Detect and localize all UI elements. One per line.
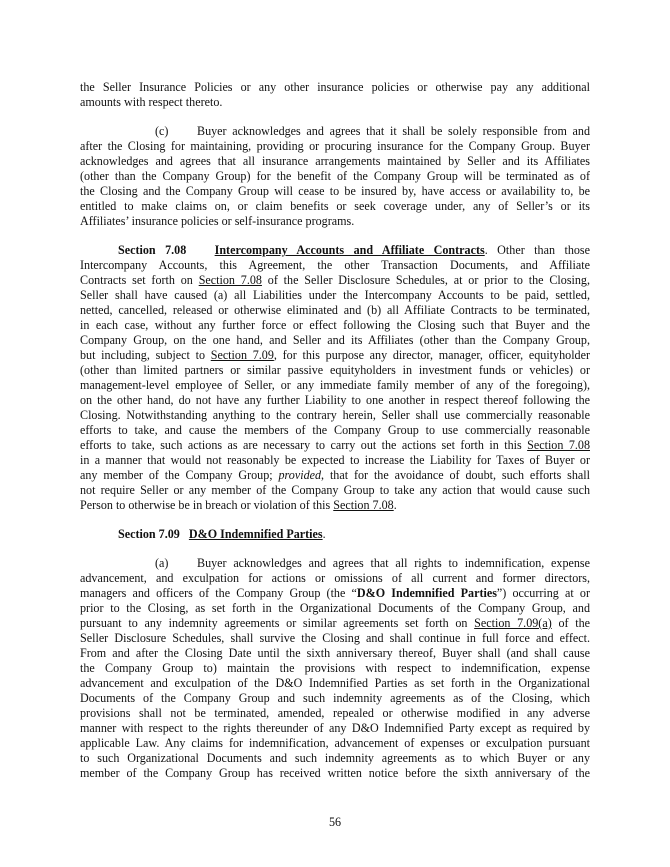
section-reference: Section 7.08	[198, 273, 262, 287]
section-label: Section 7.08	[118, 243, 187, 257]
text-line: but including, subject to Section 7.09, for this purpose any director, manager, officer, equityholder	[80, 348, 590, 362]
text-line: applicable Law. Any claims for indemnification, advancement of expenses or exculpation pursuant	[80, 736, 590, 750]
text-line: in each case, without any further force or effect following the Closing such that Buyer and the	[80, 318, 590, 332]
text-line: advancement and exculpation of the D&O Indemnified Parties as set forth in the Organizational	[80, 676, 590, 690]
text-line: acknowledges and agrees that all insurance arrangements maintained by Seller and its Affiliates	[80, 154, 590, 168]
text-line: the Closing and the Company Group will cease to be insured by, have access or availability to, be	[80, 184, 590, 198]
text-line: member of the Company Group has received written notice before the sixth anniversary of the	[80, 766, 590, 780]
section-reference: Section 7.09(a)	[474, 616, 552, 630]
text-line: (other than limited partners or similar passive equityholders in investment funds or vehicles) or	[80, 363, 590, 377]
text-line: efforts to take, such actions as are necessary to carry out the actions set forth in this Section 7.08	[80, 438, 590, 452]
text-line: pursuant to any indemnity agreements or similar agreements set forth on Section 7.09(a) of the	[80, 616, 590, 630]
text-line: Documents of the Company Group and such indemnity agreements as of the Closing, which	[80, 691, 590, 705]
section-7-08-heading-line: Section 7.08 Intercompany Accounts and Affiliate Contracts. Other than those	[118, 243, 590, 257]
text-line: Contracts set forth on Section 7.08 of the Seller Disclosure Schedules, at or prior to the Closing,	[80, 273, 590, 287]
proviso-term: provided	[278, 468, 322, 482]
text-line: advancement, and exculpation for actions or omissions of all current and former directors,	[80, 571, 590, 585]
text-line: Seller Disclosure Schedules, shall survive the Closing and shall continue in full force and effect.	[80, 631, 590, 645]
text-line: netted, cancelled, released or otherwise eliminated and (b) all Affiliate Contracts to be terminated,	[80, 303, 590, 317]
text-line: the Seller Insurance Policies or any other insurance policies or otherwise pay any additional	[80, 80, 590, 94]
text-line: Seller shall have caused (a) all Liabilities under the Intercompany Accounts to be paid, settled,	[80, 288, 590, 302]
text-line: the Company Group to) maintain the provisions with respect to indemnification, expense	[80, 661, 590, 675]
text-line: after the Closing for maintaining, providing or procuring insurance for the Company Group. Buyer	[80, 139, 590, 153]
text-line: provisions shall not be terminated, amended, repealed or otherwise modified in any adverse	[80, 706, 590, 720]
section-title: D&O Indemnified Parties	[188, 527, 323, 541]
text-line: prior to the Closing, as set forth in the Organizational Documents of the Company Group, and	[80, 601, 590, 615]
text-line: any member of the Company Group; provided, that for the avoidance of doubt, such efforts shall	[80, 468, 590, 482]
text-line: Affiliates’ insurance policies or self-insurance programs.	[80, 214, 355, 228]
text-line: efforts to take, and cause the members of the Company Group to use commercially reasonable	[80, 423, 590, 437]
text-line: Intercompany Accounts, this Agreement, the other Transaction Documents, and Affiliate	[80, 258, 590, 272]
section-reference: Section 7.09	[210, 348, 274, 362]
text-line: managers and officers of the Company Group (the “D&O Indemnified Parties”) occurring at or	[80, 586, 590, 600]
section-reference: Section 7.08	[333, 498, 394, 512]
text-line: (other than the Company Group) for the benefit of the Company Group will be terminated as of	[80, 169, 590, 183]
subsection-marker: (a)	[155, 556, 169, 570]
text-line: Person to otherwise be in breach or violation of this Section 7.08.	[80, 498, 397, 512]
section-reference: Section 7.08	[527, 438, 590, 452]
subsection-marker: (c)	[155, 124, 169, 138]
text-line: entitled to make claims on, or claim benefits or seek coverage under, any of Seller’s or its	[80, 199, 590, 213]
text-line: management-level employee of Seller, or any immediate family member of any of the foregoing),	[80, 378, 590, 392]
text-line: in a manner that would not reasonably be expected to increase the Liability for Taxes of Buyer or	[80, 453, 590, 467]
text-line: to such Organizational Documents and such indemnity agreements as to which Buyer or any	[80, 751, 590, 765]
text-line: on the other hand, do not have any further Liability to one another in respect thereof following the	[80, 393, 590, 407]
text-line: Closing. Notwithstanding anything to the contrary herein, Seller shall use commercially reasonable	[80, 408, 590, 422]
section-7-09-heading-line: Section 7.09 D&O Indemnified Parties.	[118, 527, 326, 541]
section-label: Section 7.09	[118, 527, 180, 541]
text-line: From and after the Closing Date until the sixth anniversary thereof, Buyer shall (and shall cause	[80, 646, 590, 660]
paragraph-c-first-line: (c) Buyer acknowledges and agrees that it shall be solely responsible from and	[155, 124, 590, 138]
text-line: amounts with respect thereto.	[80, 95, 223, 109]
paragraph-a-first-line: (a) Buyer acknowledges and agrees that all rights to indemnification, expense	[155, 556, 590, 570]
section-title: Intercompany Accounts and Affiliate Contracts	[214, 243, 485, 257]
text-line: Company Group, on the one hand, and Seller and its Affiliates (other than the Company Group,	[80, 333, 590, 347]
text-line: manner with respect to the rights thereunder of any D&O Indemnified Party except as required by	[80, 721, 590, 735]
text-line: not require Seller or any member of the Company Group to take any action that would cause such	[80, 483, 590, 497]
page-number: 56	[328, 815, 342, 829]
defined-term: D&O Indemnified Parties	[356, 586, 497, 600]
